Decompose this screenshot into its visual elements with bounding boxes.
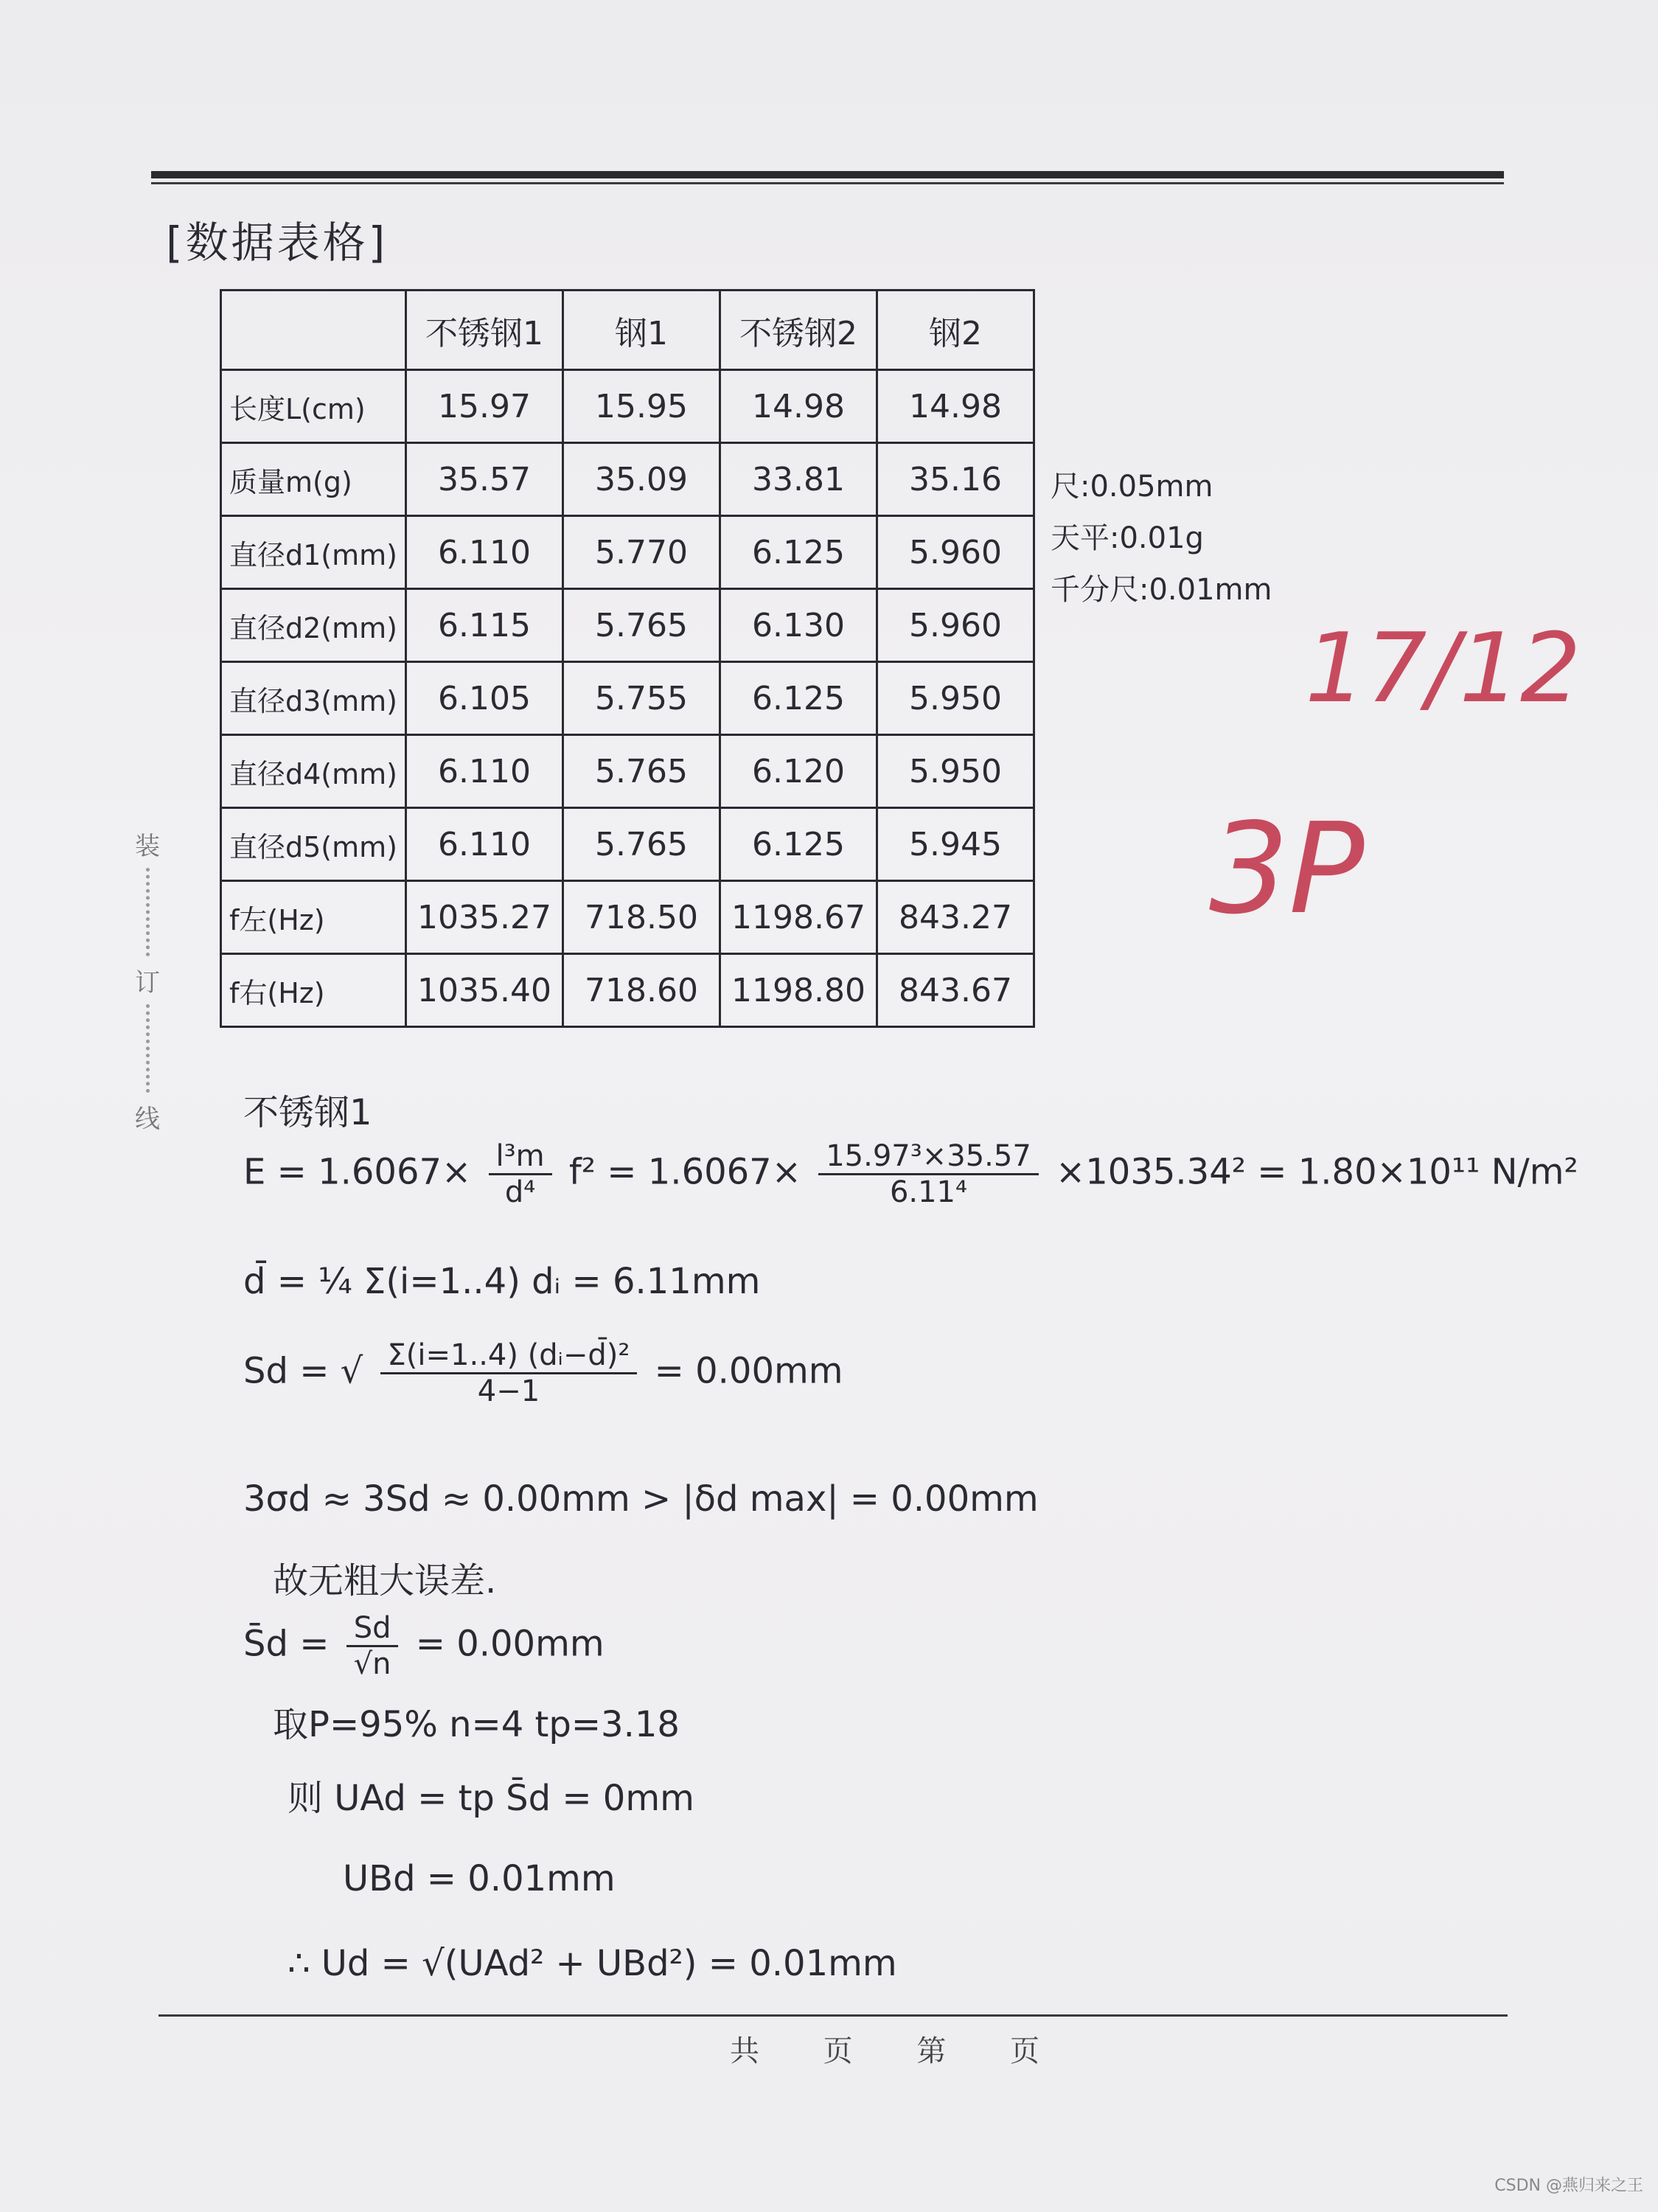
table-row — [221, 662, 1034, 735]
std-dev-formula — [243, 1338, 843, 1408]
table-cell: 15.95 — [562, 370, 720, 443]
formula-e-lhs: E = 1.6067× — [243, 1151, 472, 1193]
fraction-denominator: √n — [353, 1647, 391, 1681]
formula-e-rhs: ×1035.34² = 1.80×10¹¹ N/m² — [1056, 1151, 1578, 1193]
table-cell: 6.130 — [720, 589, 877, 662]
fraction-numerator: Sd — [346, 1611, 399, 1647]
table-cell: 5.770 — [562, 516, 720, 589]
footer-word: 页 — [823, 2034, 853, 2068]
table-cell: 1035.27 — [405, 881, 562, 954]
table-cell: 35.57 — [405, 443, 562, 516]
table-row — [221, 881, 1034, 954]
table-cell: 718.50 — [562, 881, 720, 954]
table-cell: 6.110 — [405, 735, 562, 808]
row-label: 直径d5(mm) — [221, 808, 406, 881]
combined-uncertainty: ∴ Ud = √(UAd² + UBd²) = 0.01mm — [288, 1943, 897, 1984]
table-cell: 1198.67 — [720, 881, 877, 954]
table-cell: 6.115 — [405, 589, 562, 662]
row-label: f左(Hz) — [221, 881, 406, 954]
row-label: f右(Hz) — [221, 954, 406, 1027]
formula-sd-rhs: = 0.00mm — [654, 1350, 843, 1392]
grade-mark: 3P — [1209, 796, 1365, 942]
page-title: [数据表格] — [166, 218, 389, 268]
table-cell: 6.125 — [720, 808, 877, 881]
table-cell: 1035.40 — [405, 954, 562, 1027]
table-cell: 14.98 — [720, 370, 877, 443]
table-cell: 6.120 — [720, 735, 877, 808]
column-header: 不锈钢2 — [720, 291, 877, 370]
fraction — [380, 1338, 638, 1408]
note-balance: 天平:0.01g — [1051, 521, 1204, 555]
table-cell: 15.97 — [405, 370, 562, 443]
row-label: 长度L(cm) — [221, 370, 406, 443]
table-row — [221, 516, 1034, 589]
table-cell: 35.16 — [877, 443, 1034, 516]
binding-char-3: 线 — [135, 1105, 160, 1134]
page-footer — [730, 2028, 1039, 2070]
table-cell: 6.125 — [720, 662, 877, 735]
table-cell: 718.60 — [562, 954, 720, 1027]
row-label: 直径d1(mm) — [221, 516, 406, 589]
table-header-row — [221, 291, 1034, 370]
grade-date: 17/12 — [1305, 612, 1581, 724]
fraction-denominator: 6.11⁴ — [889, 1175, 968, 1209]
row-label: 直径d4(mm) — [221, 735, 406, 808]
binding-margin — [133, 826, 162, 1135]
table-cell: 5.960 — [877, 589, 1034, 662]
table-cell: 843.27 — [877, 881, 1034, 954]
fraction — [818, 1139, 1039, 1209]
fraction — [489, 1139, 552, 1209]
table-cell: 5.765 — [562, 735, 720, 808]
footer-word: 共 — [730, 2034, 759, 2068]
table-cell: 5.950 — [877, 735, 1034, 808]
row-label: 直径d3(mm) — [221, 662, 406, 735]
table-cell: 5.765 — [562, 589, 720, 662]
table-cell: 6.110 — [405, 516, 562, 589]
table-row — [221, 735, 1034, 808]
footer-word: 页 — [1009, 2034, 1039, 2068]
column-header: 不锈钢1 — [405, 291, 562, 370]
top-rule — [151, 171, 1504, 178]
formula-sdbar-rhs: = 0.00mm — [415, 1623, 605, 1665]
column-header: 钢1 — [562, 291, 720, 370]
binding-dots — [146, 868, 150, 956]
binding-char-2: 订 — [135, 968, 160, 998]
table-corner-cell — [221, 291, 406, 370]
watermark: CSDN @燕归来之王 — [1494, 2177, 1643, 2195]
fraction-numerator: l³m — [489, 1139, 552, 1175]
footer-word: 第 — [916, 2034, 947, 2068]
fraction — [346, 1611, 399, 1681]
table-cell: 6.125 — [720, 516, 877, 589]
table-cell: 843.67 — [877, 954, 1034, 1027]
formula-sd-lhs: Sd = √ — [243, 1350, 363, 1392]
table-cell: 33.81 — [720, 443, 877, 516]
table-cell: 5.960 — [877, 516, 1034, 589]
mean-std-dev-formula — [243, 1611, 605, 1681]
note-micrometer: 千分尺:0.01mm — [1051, 573, 1272, 607]
table-row — [221, 589, 1034, 662]
three-sigma-check: 3σd ≈ 3Sd ≈ 0.00mm > |δd max| = 0.00mm — [243, 1478, 1039, 1520]
fraction-numerator: 15.97³×35.57 — [818, 1139, 1039, 1175]
table-row — [221, 954, 1034, 1027]
table-cell: 6.110 — [405, 808, 562, 881]
instrument-precision-notes — [1051, 461, 1272, 616]
mean-diameter-formula: d̄ = ¼ Σ(i=1..4) dᵢ = 6.11mm — [243, 1261, 761, 1302]
formula-sdbar-lhs: S̄d = — [243, 1623, 330, 1665]
table-cell: 5.765 — [562, 808, 720, 881]
bottom-rule — [159, 2014, 1508, 2017]
youngs-modulus-formula — [243, 1139, 1578, 1209]
table-cell: 5.755 — [562, 662, 720, 735]
note-ruler: 尺:0.05mm — [1051, 470, 1213, 504]
row-label: 直径d2(mm) — [221, 589, 406, 662]
table-cell: 14.98 — [877, 370, 1034, 443]
table-cell: 1198.80 — [720, 954, 877, 1027]
type-a-uncertainty: 则 UAd = tp S̄d = 0mm — [288, 1778, 694, 1819]
table-cell: 5.950 — [877, 662, 1034, 735]
column-header: 钢2 — [877, 291, 1034, 370]
binding-dots — [146, 1004, 150, 1093]
type-b-uncertainty: UBd = 0.01mm — [343, 1858, 616, 1899]
fraction-numerator: Σ(i=1..4) (dᵢ−d̄)² — [380, 1338, 638, 1374]
binding-char-1: 装 — [135, 832, 160, 861]
fraction-denominator: 4−1 — [477, 1374, 540, 1408]
formula-e-mid: f² = 1.6067× — [568, 1151, 801, 1193]
table-cell: 35.09 — [562, 443, 720, 516]
work-heading: 不锈钢1 — [243, 1092, 372, 1133]
table-cell: 6.105 — [405, 662, 562, 735]
table-cell: 5.945 — [877, 808, 1034, 881]
fraction-denominator: d⁴ — [504, 1175, 536, 1209]
data-table — [220, 289, 1035, 1028]
no-gross-error-note: 故无粗大误差. — [273, 1560, 497, 1601]
table-row — [221, 443, 1034, 516]
table-row — [221, 370, 1034, 443]
top-rule-thin — [151, 182, 1504, 184]
table-row — [221, 808, 1034, 881]
confidence-parameters: 取P=95% n=4 tp=3.18 — [273, 1704, 680, 1745]
row-label: 质量m(g) — [221, 443, 406, 516]
